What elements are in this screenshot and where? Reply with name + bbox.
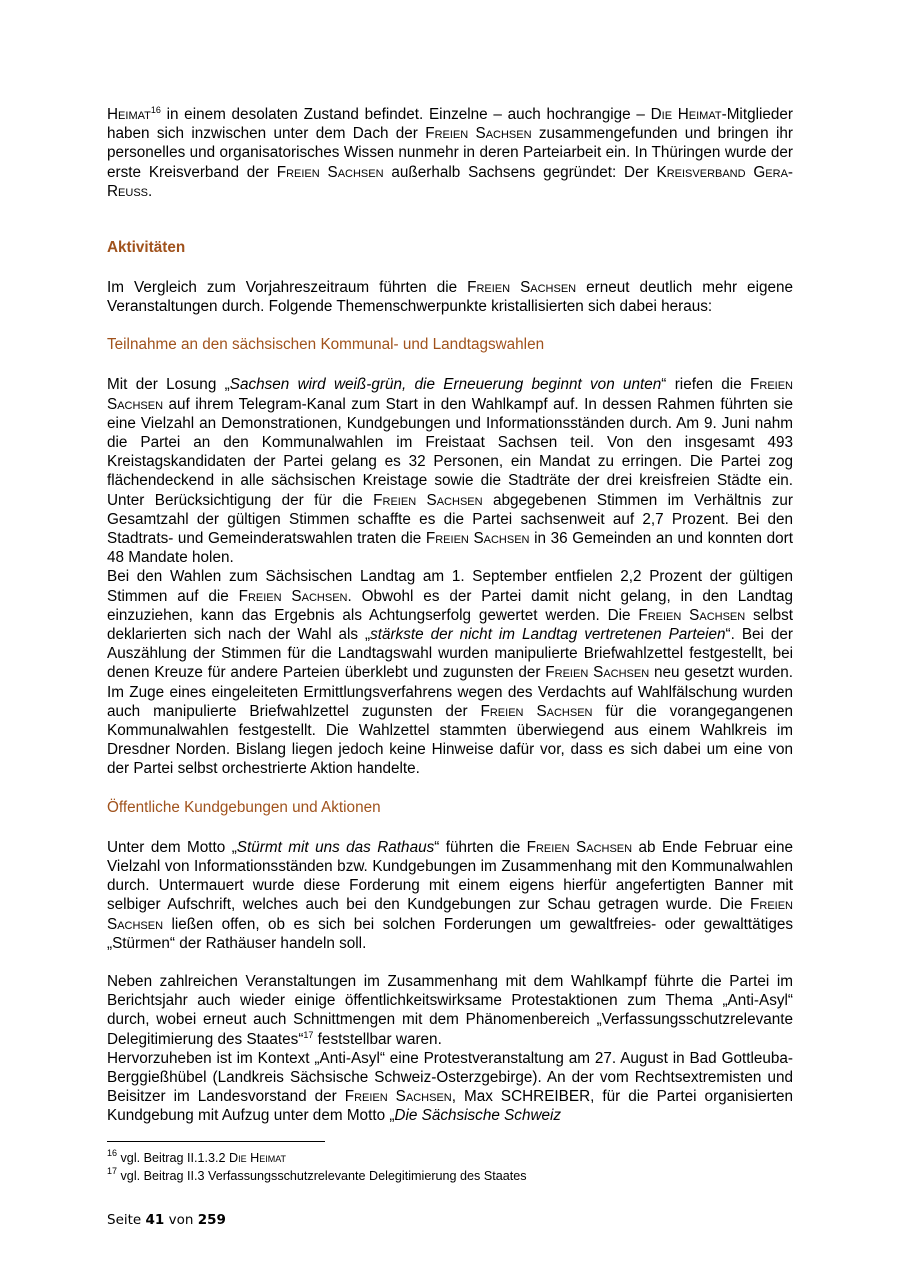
- paragraph-elections-local: [107, 375, 793, 567]
- heading-elections: Teilnahme an den sächsischen Kommunal- und Landtagswahlen: [107, 336, 545, 354]
- text-run: ab Ende Februar eine Vielzahl von Informationsständen bzw. Kundgebungen im Zusammenhang mit den Kommunalwahlen durch. Untermauert wurde diese Forderung mit einem eigens hierfür angefertigten Banner mit selbiger Aufschrift, welches auch bei den Kundgebungen zur Schau getragen wurde. Die: [107, 838, 793, 914]
- text-run: -Mitglieder haben sich inzwischen unter dem Dach der: [107, 106, 793, 143]
- party-name: Freien Sachsen: [467, 279, 577, 297]
- heading-rallies: Öffentliche Kundgebungen und Aktionen: [107, 798, 381, 816]
- party-name: Freien Sachsen: [276, 163, 384, 181]
- party-name: Kreisverband Gera-Reuß: [107, 163, 794, 200]
- party-name: Die Heimat: [650, 106, 722, 123]
- text-run: Mit der Losung „: [107, 376, 230, 394]
- text-run: zusammengefunden und bringen ihr personelles und organisatorisches Wissen nunmehr in deren Parteiarbeit ein. In Thüringen wurde der erste Kreisverband der: [107, 125, 793, 181]
- quote: stärkste der nicht im Landtag vertretenen Parteien: [370, 626, 726, 644]
- footnote-16: [107, 1150, 807, 1167]
- footer-text: Seite: [107, 1212, 146, 1228]
- party-name: Freien Sachsen: [238, 587, 348, 605]
- text-run: erneut deutlich mehr eigene Veranstaltungen durch. Folgende Themenschwerpunkte kristallisierten sich dabei heraus:: [107, 279, 793, 316]
- party-name: Freien Sachsen: [425, 125, 532, 143]
- quote: Sachsen wird weiß-grün, die Erneuerung beginnt von unten: [229, 376, 662, 394]
- text-run: in einem desolaten Zustand befindet. Einzelne – auch hochrangige –: [160, 106, 651, 123]
- paragraph-protest: [107, 1049, 793, 1126]
- text-run: “ führten die: [434, 838, 527, 856]
- party-name: Freien Sachsen: [545, 664, 650, 682]
- footnote-17: [107, 1168, 807, 1185]
- text-run: “. Bei der Auszählung der Stimmen für die Landtagswahl wurden manipulierte Briefwahlzettel festgestellt, bei denen Kreuze für andere Parteien überklebt und zugunsten der: [107, 626, 794, 682]
- paragraph-elections-state: [107, 567, 793, 778]
- text-run: “ riefen die: [661, 376, 751, 394]
- footnote-ref[interactable]: 16: [150, 105, 161, 115]
- paragraph-activities-intro: [107, 278, 793, 316]
- heading-activities: Aktivitäten: [107, 239, 186, 257]
- footnote-ref[interactable]: 17: [303, 1029, 314, 1040]
- party-name: Freien Sachsen: [480, 702, 593, 720]
- party-name: Freien Sachsen: [344, 1088, 452, 1106]
- total-pages: 259: [197, 1212, 226, 1228]
- party-name: Freien Sachsen: [373, 491, 483, 509]
- text-run: außerhalb Sachsens gegründet: Der: [383, 163, 657, 181]
- text-run: . Obwohl es der Partei damit nicht gelang, in den Landtag einzuziehen, kann das Ergebnis als Achtungserfolg gewertet werden. Die: [107, 587, 794, 624]
- party-name: Heimat: [107, 106, 151, 123]
- text-run: für die vorangegangenen Kommunalwahlen festgestellt. Die Wahlzettel stammten überwiegend aus einem Wahlkreis im Dresdner Norden. Bislang liegen jedoch keine Hinweise dafür vor, dass es sich dabei um eine von der Partei selbst orchestrierte Aktion handelte.: [107, 702, 794, 778]
- text-run: .: [148, 182, 153, 200]
- party-name: Die Heimat: [229, 1151, 287, 1165]
- party-name: Freien Sachsen: [638, 606, 746, 624]
- text-run: Im Vergleich zum Vorjahreszeitraum führten die: [107, 279, 468, 297]
- party-name: Freien Sachsen: [107, 376, 793, 413]
- footnote-number: 16: [107, 1148, 118, 1158]
- footnote-text: vgl. Beitrag II.1.3.2: [117, 1151, 230, 1165]
- document-body: [107, 105, 793, 1126]
- text-run: abgegebenen Stimmen im Verhältnis zur Gesamtzahl der gültigen Stimmen schaffte es die Partei sachsenweit auf 2,7 Prozent. Bei den Stadtrats- und Gemeinderatswahlen traten die: [107, 491, 793, 548]
- paragraph-anti-asyl: [107, 972, 793, 1049]
- party-name: Freien Sachsen: [425, 530, 530, 548]
- footnote-divider: [107, 1141, 325, 1142]
- text-run: Hervorzuheben ist im Kontext „Anti-Asyl“ eine Protestveranstaltung am 27. August in Bad Gottleuba-Berggießhübel (Landkreis Sächsische Schweiz-Osterzgebirge). An der vom Rechtsextremisten und Beisitzer im Landesvorstand der: [107, 1049, 793, 1106]
- footer-text: von: [164, 1212, 198, 1228]
- text-run: selbst deklarierten sich nach der Wahl als „: [107, 606, 793, 644]
- party-name: Freien Sachsen: [107, 896, 793, 933]
- quote: Die Sächsische Schweiz: [394, 1107, 562, 1125]
- party-name: Freien Sachsen: [526, 838, 633, 856]
- quote: Stürmt mit uns das Rathaus: [236, 838, 435, 856]
- text-run: ließen offen, ob es sich bei solchen Forderungen um gewaltfreies- oder gewalttätiges „Stürmen“ der Rathäuser handeln soll.: [107, 915, 793, 952]
- text-run: Unter dem Motto „: [107, 838, 237, 856]
- text-run: feststellbar waren.: [313, 1030, 442, 1048]
- text-run: neu gesetzt wurden. Im Zuge eines eingeleiteten Ermittlungsverfahrens wegen des Verdachts auf Wahlfälschung wurden auch manipulierte Briefwahlzettel zugunsten der: [107, 664, 793, 720]
- text-run: in 36 Gemeinden an und konnten dort 48 Mandate holen.: [107, 530, 793, 567]
- text-run: Neben zahlreichen Veranstaltungen im Zusammenhang mit dem Wahlkampf führte die Partei im Berichtsjahr auch wieder einige öffentlichkeitswirksame Protestaktionen zum Thema „Anti-Asyl“ durch, wobei erneut auch Schnittmengen mit dem Phänomenbereich „Verfassungsschutzrelevante Delegitimierung des Staates“: [107, 972, 793, 1048]
- current-page: 41: [145, 1212, 165, 1228]
- text-run: auf ihrem Telegram-Kanal zum Start in den Wahlkampf auf. In dessen Rahmen führten sie eine Vielzahl an Demonstrationen, Kundgebungen und Informationsständen durch. Am 9. Juni nahm die Partei an den Kommunalwahlen im Freistaat Sachsen teil. Von den insgesamt 493 Kreistagskandidaten der Partei gelang es 32 Personen, ein Mandat zu erringen. Die Partei zog flächendeckend in alle sächsischen Kreistage sowie die Stadträte der drei kreisfreien Städte ein. Unter Berücksichtigung der für die: [107, 395, 793, 509]
- paragraph-rallies: [107, 838, 793, 953]
- paragraph-heimat: [107, 105, 793, 201]
- text-run: , Max SCHREIBER, für die Partei organisierten Kundgebung mit Aufzug unter dem Motto „: [107, 1088, 793, 1125]
- text-run: Bei den Wahlen zum Sächsischen Landtag am 1. September entfielen 2,2 Prozent der gültigen Stimmen auf die: [107, 568, 793, 605]
- page-number: [107, 1212, 226, 1228]
- footnote-number: 17: [107, 1166, 118, 1176]
- footnote-text: vgl. Beitrag II.3 Verfassungsschutzrelevante Delegitimierung des Staates: [117, 1169, 527, 1183]
